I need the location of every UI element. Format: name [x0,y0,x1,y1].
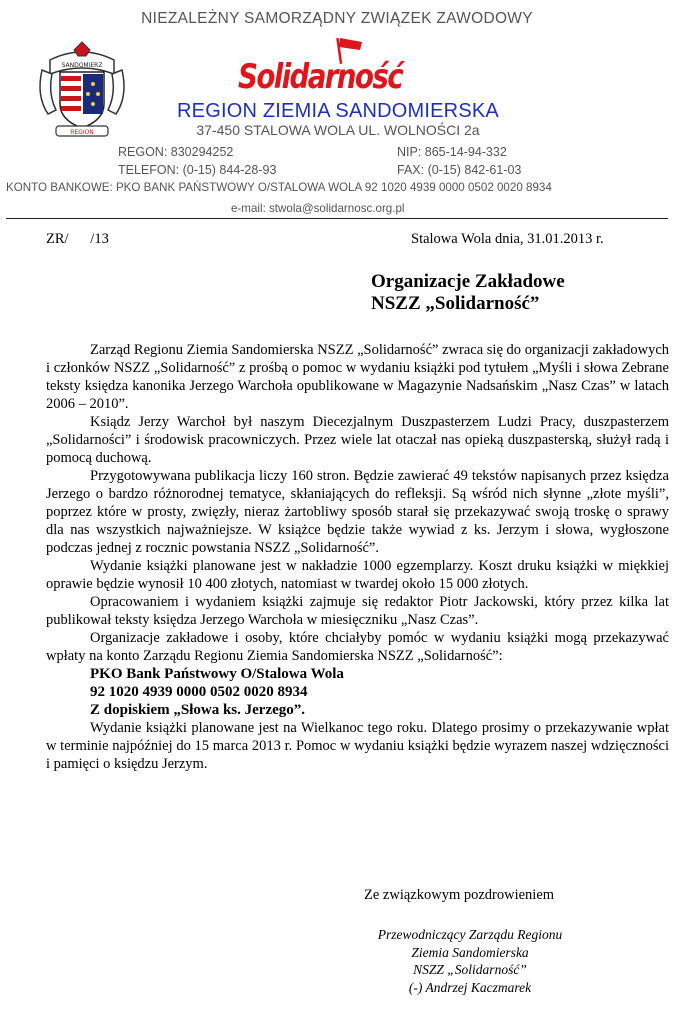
region-name: REGION ZIEMIA SANDOMIERSKA [177,100,499,122]
regon-number: REGON: 830294252 [118,145,234,159]
signature-line-2: Ziemia Sandomierska [411,944,529,960]
fax-number: FAX: (0-15) 842-61-03 [397,163,522,177]
solidarnosc-logo [236,36,406,98]
paragraph: Organizacje zakładowe i osoby, które chciałyby pomóc w wydaniu książki mogą przekazywać wpłaty na konto Zarządu Regionu Ziemia Sandomierska NSZZ „Solidarność”: [46,630,669,664]
greeting: Ze związkowym pozdrowieniem [364,887,555,903]
addressee-line-2: NSZZ „Solidarność” [371,293,540,314]
closing-paragraph: Wydanie książki planowane jest na Wielkanoc tego roku. Dlatego prosimy o przekazywanie wpłat w terminie najpóźniej do 15 marca 2013 r. Pomoc w wydaniu książki będzie wyrazem naszej wdzięczności i pamięci o księdzu Jerzym. [46,720,669,772]
phone-number: TELEFON: (0-15) 844-28-93 [118,163,277,177]
signature-line-3: NSZZ „Solidarność” [413,962,527,977]
svg-text:Solidarność: Solidarność [238,57,406,97]
signature-line-4: (-) Andrzej Kaczmarek [408,979,532,995]
bank-name: PKO Bank Państwowy O/Stalowa Wola [90,666,344,682]
paragraph: Wydanie książki planowane jest w nakładzie 1000 egzemplarzy. Koszt druku książki w miękkiej oprawie będzie wynosił 10 400 złotych, natomiast w twardej około 15 000 złotych. [46,558,669,592]
payment-note: Z dopiskiem „Słowa ks. Jerzego”. [90,702,306,718]
addressee [371,271,565,315]
union-name: NIEZALEŻNY SAMORZĄDNY ZWIĄZEK ZAWODOWY [141,10,533,27]
svg-text:REGION: REGION [70,129,94,136]
paragraph: Zarząd Regionu Ziemia Sandomierska NSZZ „Solidarność” zwraca się do organizacji zakładowych i członków NSZZ „Solidarność” z prośbą o pomoc w wydaniu książki pod tytułem „Myśli i słowa Zebrane teksty księdza kanonika Jerzego Warchoła opublikowane w Magazynie Nadsańskim „Nasz Czas” w latach 2006 – 2010”. [46,342,669,412]
address: 37-450 STALOWA WOLA UL. WOLNOŚCI 2a [196,122,480,138]
signature-line-1: Przewodniczący Zarządu Regionu [377,927,563,942]
bank-account-number: 92 1020 4939 0000 0502 0020 8934 [90,684,308,700]
date-line: Stalowa Wola dnia, 31.01.2013 r. [411,231,604,247]
header-divider [6,218,668,219]
bank-account-header: KONTO BANKOWE: PKO BANK PAŃSTWOWY O/STALOWA WOLA 92 1020 4939 0000 0502 0020 8934 [6,181,552,194]
reference-number: ZR/ /13 [46,231,109,247]
paragraph: Ksiądz Jerzy Warchoł był naszym Diecezjalnym Duszpasterzem Ludzi Pracy, duszpasterzem „Solidarności” i środowisk pracowniczych. Przez wiele lat otaczał nas opieką duszpasterską, służył radą i pomocą duchową. [46,414,669,466]
paragraph: Przygotowywana publikacja liczy 160 stron. Będzie zawierać 49 tekstów napisanych przez księdza Jerzego o bardzo różnorodnej tematyce, skłaniających do refleksji. Są wśród nich słynne „złote myśli”, poprzez które w prosty, zwięzły, nieraz żartobliwy sposób starał się przekazywać swoją troskę o sprawy dla nas wszystkich najważniejsze. W książce będzie także wywiad z ks. Jerzym i słowa, wygłoszone podczas jednej z rocznic powstania NSZZ „Solidarność”. [46,468,669,556]
paragraph: Opracowaniem i wydaniem książki zajmuje się redaktor Piotr Jackowski, który przez kilka lat publikował teksty księdza Jerzego Warchoła w miesięczniku „Nasz Czas”. [46,594,669,628]
letter-body [46,341,669,773]
email-address: e-mail: stwola@solidarnosc.org.pl [231,202,405,215]
region-crest-logo [36,40,128,140]
addressee-line-1: Organizacje Zakładowe [371,271,565,292]
signature-block [350,926,590,996]
nip-number: NIP: 865-14-94-332 [397,145,507,159]
svg-text:SANDOMIERZ: SANDOMIERZ [61,62,103,69]
